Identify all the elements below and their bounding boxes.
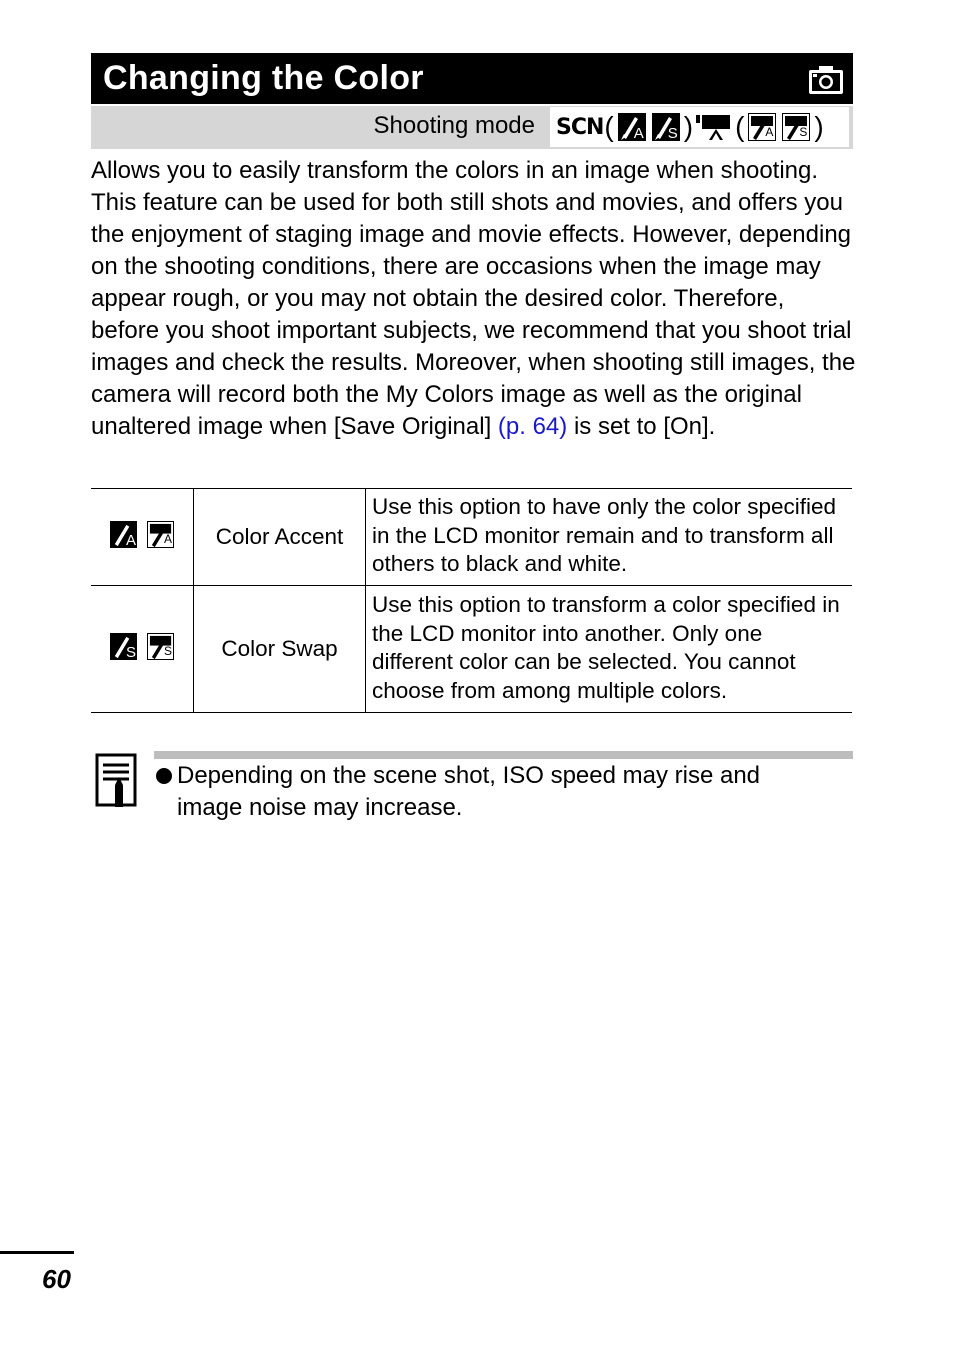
still-camera-icon (808, 65, 844, 95)
page-title: Changing the Color (103, 59, 424, 97)
option-description: Use this option to have only the color specified in the LCD monitor remain and to transform all others to black and white. (366, 489, 853, 586)
shooting-mode-label: Shooting mode (373, 112, 535, 139)
page-number-rule (0, 1251, 74, 1254)
option-name: Color Swap (194, 586, 366, 713)
bullet-icon (156, 768, 172, 784)
paren-close-2: ) (814, 111, 824, 142)
table-row (91, 586, 852, 713)
color-accent-icon: A (618, 113, 646, 141)
movie-color-swap-icon: S (782, 113, 810, 141)
note-icon (95, 753, 139, 809)
option-description: Use this option to transform a color specified in the LCD monitor into another. Only one different color can be selected. You cannot choose from among multiple colors. (366, 586, 853, 713)
note-text (154, 760, 854, 824)
movie-color-accent-icon: A (748, 113, 776, 141)
row-icons (91, 586, 194, 713)
table-row (91, 489, 852, 586)
section-title-bar (91, 53, 853, 104)
color-swap-icon: S (652, 113, 680, 141)
row-icons (91, 489, 194, 586)
shooting-mode-icons (550, 107, 849, 147)
note-line-1: Depending on the scene shot, ISO speed may rise and (177, 762, 761, 789)
intro-text: Allows you to easily transform the colors in an image when shooting. This feature can be used for both still shots and movies, and offers you the enjoyment of staging image and movie effects. However, depending on the shooting conditions, there are occasions when the image may appear rough, or you may not obtain the desired color. Therefore, before you shoot important subjects, we recommend that you shoot trial images and check the results. Moreover, when shooting still images, the camera will record both the My Colors image as well as the original unaltered image when [Save Original] (91, 157, 856, 440)
intro-paragraph (91, 155, 856, 443)
note-line-2: image noise may increase. (177, 794, 463, 821)
scn-mode-icon: SCN (556, 114, 604, 140)
option-name: Color Accent (194, 489, 366, 586)
note-line (154, 760, 854, 792)
paren-open: ( (604, 111, 614, 142)
options-table (91, 488, 852, 713)
movie-color-accent-icon: A (147, 521, 174, 548)
note-divider (154, 751, 853, 759)
shooting-mode-bar (91, 106, 853, 149)
page-number: 60 (42, 1264, 71, 1294)
color-accent-icon: A (110, 521, 137, 548)
intro-text-end: is set to [On]. (567, 413, 716, 440)
paren-close: ) (683, 111, 694, 142)
movie-icon (696, 113, 732, 141)
movie-color-swap-icon: S (147, 633, 174, 660)
page-reference-link[interactable]: (p. 64) (497, 413, 568, 440)
color-swap-icon: S (110, 633, 137, 660)
paren-open-2: ( (735, 111, 745, 142)
